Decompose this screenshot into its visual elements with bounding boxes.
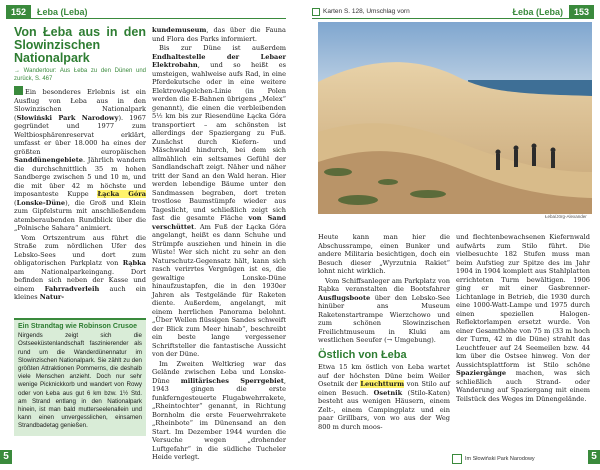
chapter-thumb-right: 5: [588, 450, 600, 464]
highlighted-term: Łącka Góra: [97, 190, 146, 198]
paragraph-war: [152, 360, 286, 462]
right-running-head: [312, 2, 594, 22]
section-heading-east: Östlich von Łeba: [318, 348, 407, 361]
left-column-1: [14, 26, 146, 316]
text: , und so heißt es umsteigen, wahlweise aufs Rad, in eine Pferdekutsche oder in eine weitere Elektrowägelchen-Linie (in Polen werden die E-Bahnen übrigens „Melex“ genannt), die einen die verbleibenden 5½ km bis zur Riesendüne Łącka Góra transportiert – am schönsten ist allerdings der Spaziergang zu Fuß. Zunächst durch Kiefern- und Mäschwald hindurch, bei dem sich allmählich ein seltsames Gefühl der Sandlandschaft zeigt. Näher und näher tritt der Sand an den Wald heran. Hier werden lebendige Bäume unter den Sandmassen begraben, dort treten trostlose Baumstümpfe wieder aus Tageslicht, und schließlich zeigt sich fast die gesamte Fläche: [152, 61, 286, 222]
paragraph-boats: [318, 277, 450, 345]
tip-box-title: Ein Strandtag wie Robinson Crusoe: [18, 323, 138, 330]
text: machen, was sich schließlich auch Strand- oder Wanderung auf Spaziergang mit einem Teilstück des Weges im Dünengelände.: [456, 369, 590, 403]
text: am Nationalparkeingang. Dort befinden sich neben der Kasse und einem: [14, 267, 146, 293]
chapter-thumb-left: 5: [0, 450, 12, 464]
text: von Stilo auf einen Besuch.: [318, 380, 451, 397]
bold-term: Osetnik: [373, 388, 403, 397]
bold-term: Spaziergänge: [456, 369, 507, 377]
bold-term: Lonske-Düne: [16, 198, 66, 207]
page-number-left: 152: [6, 5, 31, 19]
paragraph-rocket-site: Heute kann man hier die Abschussrampe, einen Bunker und andere Militaria besichtigen, doch ein Besuch dieser „Wyrzutnia Rakiet“ lohnt nicht wirklich.: [318, 233, 450, 275]
left-running-head: [6, 2, 94, 22]
bold-term: von Sand verschüttet: [152, 214, 286, 231]
text: über den Lebsko-See hinüber ans Museum Raketenstartrampe Wierzchowo und zum schönen Slowinzischen Freilichtmuseum in Kluki am westlichen Seeufer (→ Umgebung).: [318, 293, 450, 344]
paragraph-lighthouse-cont: [456, 233, 590, 403]
bold-term: Endhaltestelle der Lebaer Elektrobahn: [152, 52, 286, 69]
park-icon: [452, 454, 462, 464]
paragraph-marker-icon: [14, 86, 23, 95]
bold-term: Rąbka: [122, 259, 146, 267]
text: , 1943 gingen die erste funkferngesteuerte Flugabwehrrakete, „Rheintochter“ genannt, in Richtung Bornholm die erste Feuerwehrrakete „Rheinbote“ im Dünensand an den Start. Im Dezember 1944 wurden die Versuche wegen „drohender Luftgefahr“ in die südliche Tucheler Heide verlegt.: [152, 376, 286, 461]
map-reference-text: Karten S. 128, Umschlag vorn: [323, 8, 410, 15]
text: Vom Ortszentrum aus führt die Straße zum nördlichen Ufer des Lebsko-Sees und dort zum obligatorischen Parkplatz von: [14, 233, 146, 267]
paragraph-museum: [152, 26, 286, 43]
text: und flechtenbewachsenen Kiefernwald aufwärts zum Stilo führt. Die vielbesuchte 182 Stufen muss man beim Aufstieg zur Spitze des im Jahr 1904 in 1904 komplett aus Stahlplatten errichteten Turm bewältigen. 1906 ging er mit einer Gasbrenner-Lichtanlage in Betrieb, die 1930 durch eine 1000-Watt-Lampe und 1975 durch einen speziellen Halogen-Reflektorlampen ersetzt wurde. Von einer Gesamthöhe von 75 m (33 m hoch der Turm, 42 m die Düne) strahlt das Leuchtfeuer auf 24 Seemeilen bzw. 44 km über die Ostsee hinweg. Von der Aussichtsplattform ist Stilo schöne: [456, 233, 590, 369]
text: ), die Groß und Klein zum Gipfelsturm mit anschließendem atemberaubenden Rundblick über die „Polnische Sahara“ animiert.: [14, 198, 146, 232]
national-park-text: Im Słowiński Park Narodowy: [465, 456, 535, 462]
tip-box-text: Nirgends zeigt sich die Ostseeküstenlandschaft faszinierender als rund um die Wanderdünennatur im Slowinzischen Nationalpark. Sie zählt zu den größten Attraktionen Pommerns, die deshalb viele Menschen anzieht. Doch nur sehr wenige Picknickkorb und wandert von Rowy oder von Łeba aus gut 6 km bzw. 1½ Std. am Strand entlang in den Nationalpark hinein, ist man bald mutterseelenallein und kann einen unvergesslichen, einsamen Strandbadetag genießen.: [18, 332, 142, 430]
text: Etwa 15 km östlich von Łeba wartet auf der höchsten Düne beim Weiler Osetnik der: [318, 363, 450, 388]
text: , das über die Fauna und Flora des Parks informiert.: [152, 26, 286, 43]
highlighted-term: Leuchtturm: [360, 380, 405, 388]
dune-photo: [318, 22, 592, 214]
right-header-rule: [312, 18, 594, 19]
left-header-rule: [6, 18, 286, 19]
section-heading: Von Łeba aus in den Slowinzischen Nationalpark: [14, 25, 146, 65]
text: . Am Fuß der Łącka Góra angelangt, heißt es dann Schuhe und Strümpfe ausziehen und hinein in die Wüste! Wer sich nicht zu sehr an den Naturschutz-Gegensatz hält, kann sich rasch verirrtes Vergnügen ist es, die gewaltige Lonske-Düne hinaufzustapfen, die in den 1930er Jahren als Testgelände für Raketen diente. Außerdem, angelangt, mit einem herrlichen Panorama belohnt. „Über Wellen flüssigen Sandes schweift der Blick zum Meer hinab“, beschreibt ein beste lange vergessener Schriftsteller die fantastische Aussicht von der Düne.: [152, 222, 286, 358]
paragraph-lighthouse: [318, 363, 450, 431]
bold-term: Natur-: [39, 293, 65, 301]
photo-credit: Łeba/Jörg-Alexander: [545, 214, 587, 219]
right-column-1: [318, 233, 450, 443]
right-running-title: Łeba (Leba): [512, 7, 563, 17]
text: (Stilo-Katen) besteht aus wenigen Häusern, einem Zelt-, einem Campingplatz und ein paar Grillbars, von wo aus der Weg 800 m durch moos-: [318, 388, 451, 431]
paragraph-railway: [152, 44, 286, 359]
text: Im Zweiten Weltkrieg war das Gelände zwischen Łeba und Lonske-Düne: [152, 359, 286, 385]
text: . Jährlich wandern die durchschnittlich 35 m hohen Sandberge zwischen 5 und 10 m, und die mit über 42 m höchste und imposanteste Kuppe: [14, 156, 146, 198]
tour-reference: → Wandertour: Aus Łeba zu den Dünen und zurück, S. 467: [14, 68, 146, 82]
dune-photo-illustration: [318, 22, 592, 214]
national-park-note: [452, 454, 535, 464]
map-box-icon: [312, 8, 320, 16]
text: Ein besonderes Erlebnis ist ein Ausflug von Łeba aus in den Slowinzischen Nationalpark (: [14, 88, 146, 122]
paragraph-access: [14, 234, 146, 302]
bold-term: kundemuseum: [152, 26, 207, 34]
bold-term: militärisches Sperrgebiet: [180, 376, 284, 385]
text: ). 1967 gegründet und 1977 zum Weltbiosphärenreservat erklärt, umfasst er über 18.000 ha eines der größten europäischen: [14, 113, 146, 156]
paragraph-intro: [14, 86, 146, 233]
bold-term: Ausflugsboote: [318, 293, 371, 302]
bold-term: Fahrradverleih: [44, 284, 100, 293]
left-running-title: Łeba (Leba): [37, 7, 88, 17]
map-reference: [312, 8, 410, 16]
right-column-2: [456, 233, 590, 423]
bold-term: Słowiński Park Narodowy: [16, 113, 119, 122]
text: auch ein kleines: [14, 284, 146, 301]
page-number-right: 153: [569, 5, 594, 19]
text: Vom Schiffsanleger am Parkplatz von Rąbka veranstalten die Bootsfahrer: [318, 276, 450, 293]
tip-box: [14, 318, 146, 436]
text: (: [14, 198, 17, 207]
left-column-2: [152, 26, 286, 461]
text: Bis zur Düne ist außerdem: [159, 44, 286, 52]
bold-term: Sanddünengebiete: [14, 156, 83, 164]
